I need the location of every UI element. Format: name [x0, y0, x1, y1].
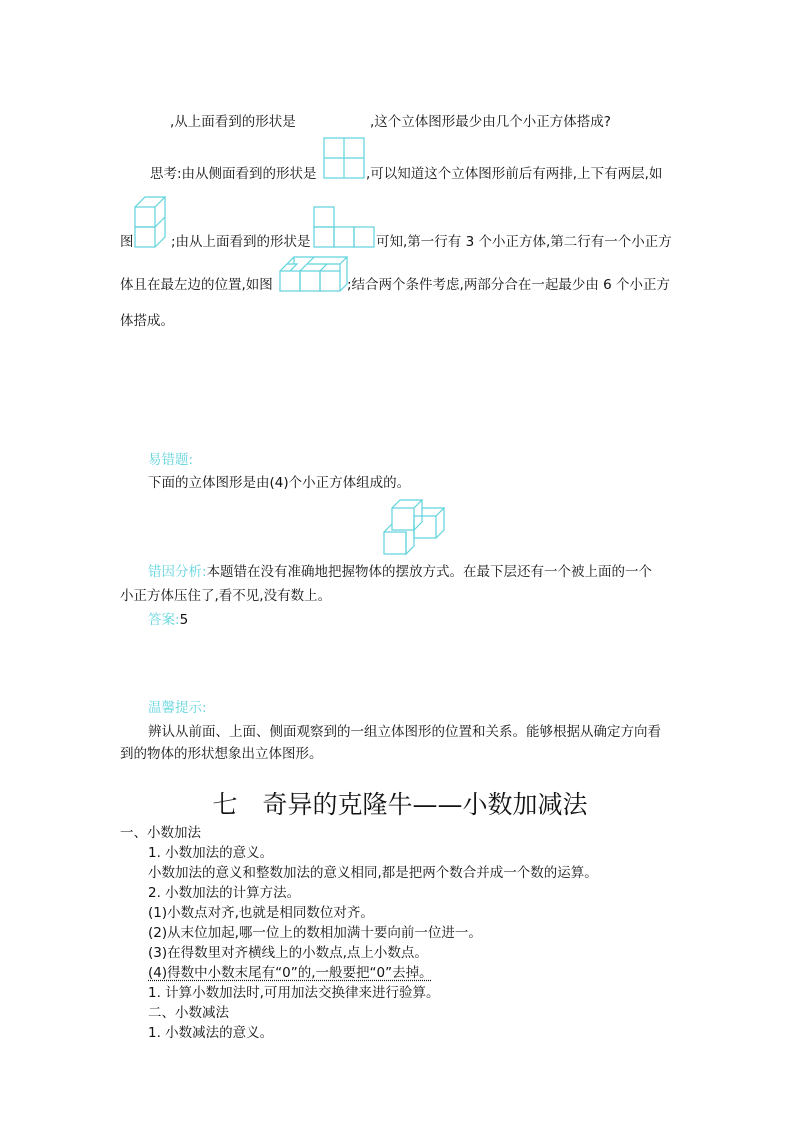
outline-check: 1. 计算小数加法时,可用加法交换律来进行验算。 [148, 985, 440, 1001]
answer-value: 5 [179, 612, 189, 628]
tips-heading: 温馨提示: [148, 700, 207, 716]
outline-item1-text: 小数加法的意义和整数加法的意义相同,都是把两个数合并成一个数的运算。 [148, 865, 598, 881]
analysis-line1 [148, 562, 652, 582]
chapter-title: 七 奇异的克隆牛——小数加减法 [212, 790, 588, 819]
mistake-cube-figure [382, 494, 446, 556]
answer-line [148, 610, 188, 630]
question-text-right: ,这个立体图形最少由几个小正方体搭成? [370, 114, 611, 130]
mistake-question: 下面的立体图形是由(4)个小正方体组成的。 [148, 475, 411, 491]
cube-row-figure [279, 256, 349, 292]
thinking-text-h: 体搭成。 [120, 313, 174, 329]
outline-item2: 2. 小数加法的计算方法。 [148, 885, 301, 901]
thinking-text-e: 可知,第一行有 3 个小正方体,第二行有一个小正方 [376, 234, 672, 250]
tips-line2: 到的物体的形状想象出立体图形。 [120, 746, 323, 762]
analysis-line2: 小正方体压住了,看不见,没有数上。 [120, 588, 332, 604]
thinking-text-g: ;结合两个条件考虑,两部分合在一起最少由 6 个小正方 [347, 277, 671, 293]
thinking-text-d: ;由从上面看到的形状是 [171, 234, 311, 250]
thinking-text-c: 图 [120, 234, 134, 250]
outline-step1: (1)小数点对齐,也就是相同数位对齐。 [148, 905, 374, 921]
outline-step3: (3)在得数里对齐横线上的小数点,点上小数点。 [148, 945, 428, 961]
analysis-text: 本题错在没有准确地把握物体的摆放方式。在最下层还有一个被上面的一个 [206, 564, 653, 580]
tips-line1: 辨认从前面、上面、侧面观察到的一组立体图形的位置和关系。能够根据从确定方向看 [148, 724, 661, 740]
cube-stack-figure [134, 196, 170, 248]
outline-step2: (2)从末位加起,哪一位上的数相加满十要向前一位进一。 [148, 925, 482, 941]
analysis-label: 错因分析: [148, 564, 207, 580]
answer-label: 答案: [148, 612, 180, 628]
outline-item1: 1. 小数加法的意义。 [148, 845, 274, 861]
outline-sub-item1: 1. 小数减法的意义。 [148, 1025, 274, 1041]
mistake-heading: 易错题: [148, 452, 194, 468]
outline-section1: 一、小数加法 [120, 825, 201, 841]
thinking-text-f: 体且在最左边的位置,如图 [120, 277, 273, 293]
top-view-figure [313, 206, 375, 248]
thinking-text-b: ,可以知道这个立体图形前后有两排,上下有两层,如 [366, 166, 663, 182]
outline-section2: 二、小数减法 [148, 1005, 229, 1021]
outline-step4: (4)得数中小数末尾有“0”的,一般要把“0”去掉。 [148, 965, 433, 981]
side-view-figure [323, 137, 365, 179]
thinking-text-a: 思考:由从侧面看到的形状是 [150, 166, 317, 182]
question-text-left: ,从上面看到的形状是 [170, 114, 296, 130]
